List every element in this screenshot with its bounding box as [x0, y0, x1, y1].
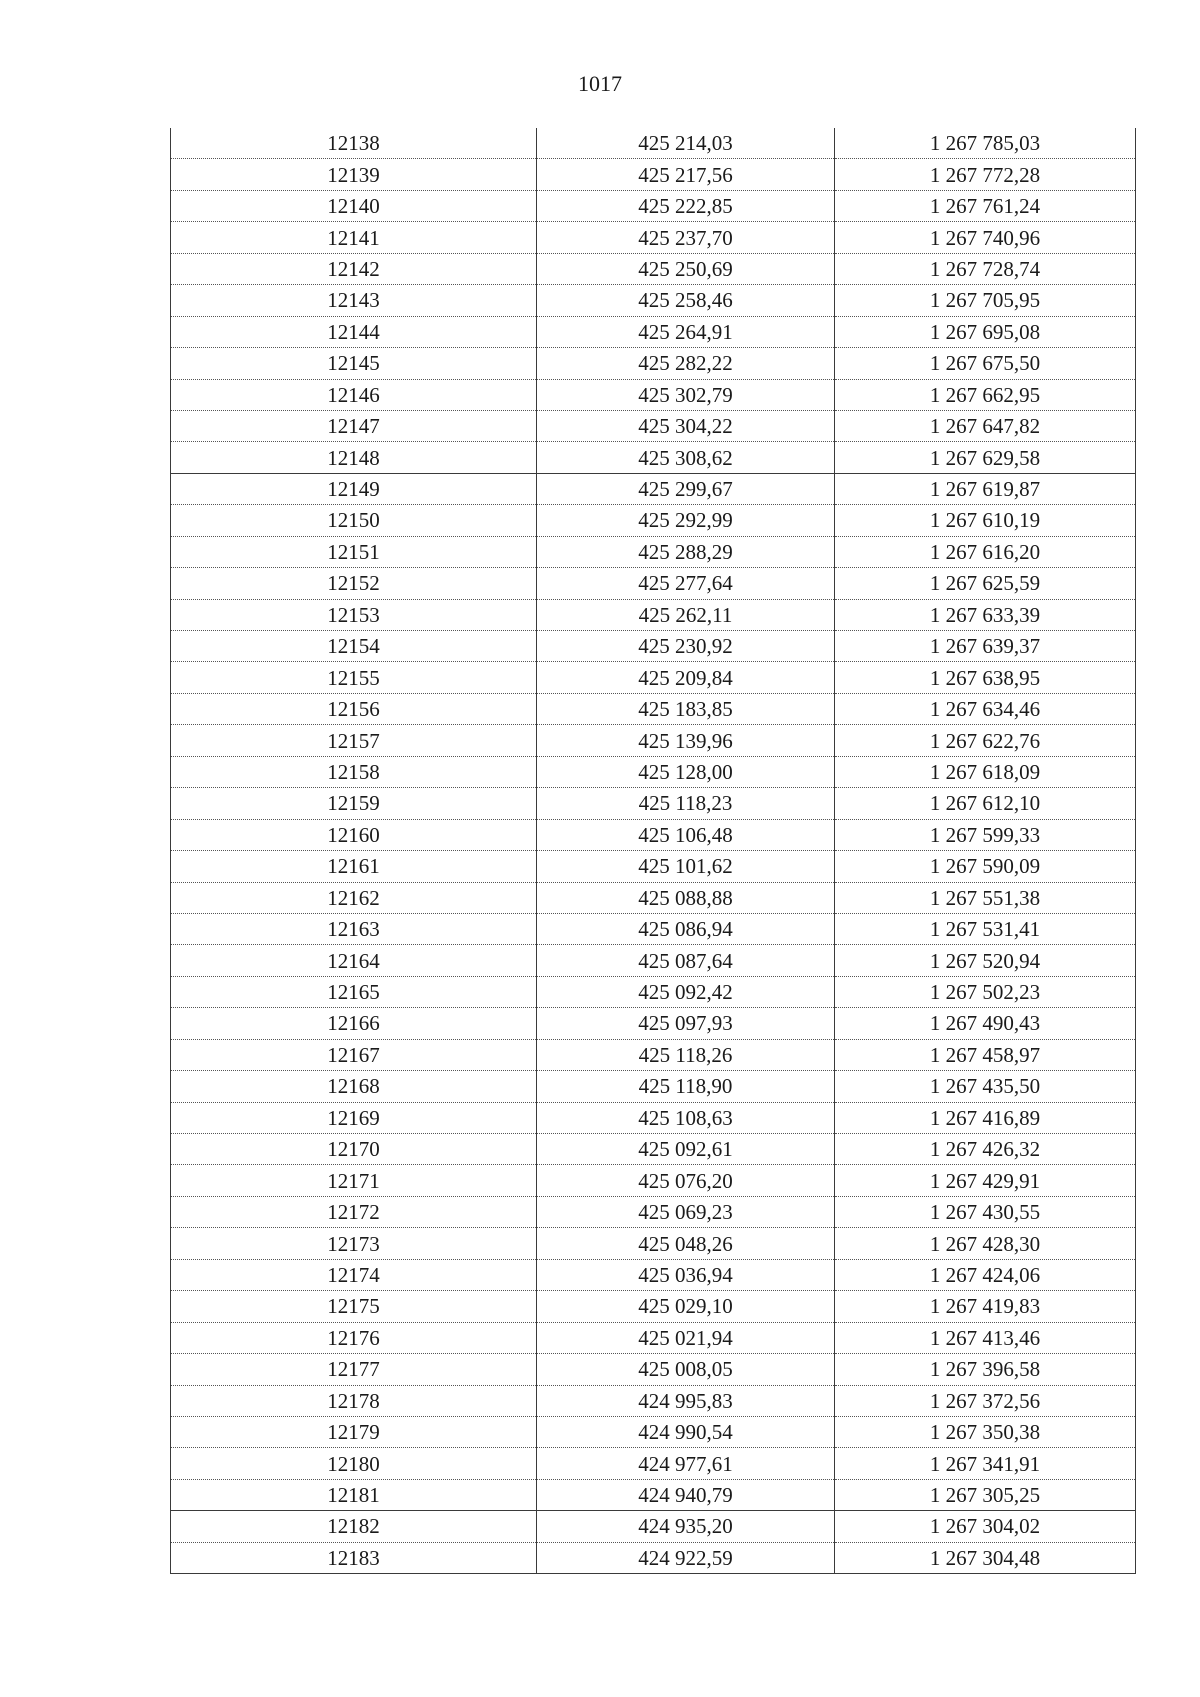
point-number-cell: 12159 [171, 788, 537, 819]
point-number-cell: 12170 [171, 1134, 537, 1165]
point-number-cell: 12163 [171, 913, 537, 944]
x-coordinate-cell: 425 214,03 [537, 128, 835, 159]
x-coordinate-cell: 425 118,26 [537, 1039, 835, 1070]
table-row [171, 976, 1136, 1007]
point-number-cell: 12141 [171, 222, 537, 253]
table-row [171, 662, 1136, 693]
y-coordinate-cell: 1 267 341,91 [835, 1448, 1136, 1479]
x-coordinate-cell: 425 183,85 [537, 693, 835, 724]
x-coordinate-cell: 425 139,96 [537, 725, 835, 756]
page-number: 1017 [578, 71, 622, 96]
point-number-cell: 12183 [171, 1542, 537, 1573]
x-coordinate-cell: 424 935,20 [537, 1511, 835, 1542]
table-row [171, 1448, 1136, 1479]
point-number-cell: 12139 [171, 159, 537, 190]
y-coordinate-cell: 1 267 396,58 [835, 1354, 1136, 1385]
table-row [171, 1542, 1136, 1573]
x-coordinate-cell: 424 940,79 [537, 1479, 835, 1510]
x-coordinate-cell: 425 086,94 [537, 913, 835, 944]
coordinates-table [170, 128, 1136, 1574]
point-number-cell: 12154 [171, 631, 537, 662]
x-coordinate-cell: 425 230,92 [537, 631, 835, 662]
point-number-cell: 12167 [171, 1039, 537, 1070]
table-row [171, 348, 1136, 379]
table-row [171, 379, 1136, 410]
x-coordinate-cell: 425 302,79 [537, 379, 835, 410]
x-coordinate-cell: 425 288,29 [537, 536, 835, 567]
point-number-cell: 12177 [171, 1354, 537, 1385]
x-coordinate-cell: 425 237,70 [537, 222, 835, 253]
table-row [171, 1511, 1136, 1542]
table-row [171, 1134, 1136, 1165]
x-coordinate-cell: 424 995,83 [537, 1385, 835, 1416]
y-coordinate-cell: 1 267 419,83 [835, 1291, 1136, 1322]
point-number-cell: 12181 [171, 1479, 537, 1510]
point-number-cell: 12176 [171, 1322, 537, 1353]
x-coordinate-cell: 425 222,85 [537, 190, 835, 221]
y-coordinate-cell: 1 267 675,50 [835, 348, 1136, 379]
x-coordinate-cell: 425 282,22 [537, 348, 835, 379]
x-coordinate-cell: 425 029,10 [537, 1291, 835, 1322]
point-number-cell: 12169 [171, 1102, 537, 1133]
table-row [171, 1416, 1136, 1447]
point-number-cell: 12179 [171, 1416, 537, 1447]
y-coordinate-cell: 1 267 695,08 [835, 316, 1136, 347]
point-number-cell: 12147 [171, 410, 537, 441]
y-coordinate-cell: 1 267 638,95 [835, 662, 1136, 693]
point-number-cell: 12143 [171, 285, 537, 316]
y-coordinate-cell: 1 267 761,24 [835, 190, 1136, 221]
x-coordinate-cell: 424 977,61 [537, 1448, 835, 1479]
y-coordinate-cell: 1 267 424,06 [835, 1259, 1136, 1290]
x-coordinate-cell: 425 088,88 [537, 882, 835, 913]
y-coordinate-cell: 1 267 490,43 [835, 1008, 1136, 1039]
y-coordinate-cell: 1 267 304,02 [835, 1511, 1136, 1542]
table-row [171, 913, 1136, 944]
x-coordinate-cell: 425 304,22 [537, 410, 835, 441]
x-coordinate-cell: 425 106,48 [537, 819, 835, 850]
y-coordinate-cell: 1 267 647,82 [835, 410, 1136, 441]
table-row [171, 599, 1136, 630]
table-row [171, 285, 1136, 316]
point-number-cell: 12160 [171, 819, 537, 850]
point-number-cell: 12166 [171, 1008, 537, 1039]
table-row [171, 851, 1136, 882]
table-row [171, 253, 1136, 284]
y-coordinate-cell: 1 267 618,09 [835, 756, 1136, 787]
y-coordinate-cell: 1 267 662,95 [835, 379, 1136, 410]
table-row [171, 1259, 1136, 1290]
x-coordinate-cell: 425 299,67 [537, 473, 835, 504]
y-coordinate-cell: 1 267 629,58 [835, 442, 1136, 473]
x-coordinate-cell: 425 048,26 [537, 1228, 835, 1259]
point-number-cell: 12168 [171, 1071, 537, 1102]
point-number-cell: 12156 [171, 693, 537, 724]
table-row [171, 882, 1136, 913]
y-coordinate-cell: 1 267 634,46 [835, 693, 1136, 724]
y-coordinate-cell: 1 267 772,28 [835, 159, 1136, 190]
point-number-cell: 12153 [171, 599, 537, 630]
x-coordinate-cell: 425 021,94 [537, 1322, 835, 1353]
x-coordinate-cell: 425 008,05 [537, 1354, 835, 1385]
point-number-cell: 12173 [171, 1228, 537, 1259]
y-coordinate-cell: 1 267 728,74 [835, 253, 1136, 284]
point-number-cell: 12174 [171, 1259, 537, 1290]
coordinates-table-container [170, 128, 1135, 1574]
y-coordinate-cell: 1 267 610,19 [835, 505, 1136, 536]
table-row [171, 568, 1136, 599]
x-coordinate-cell: 425 250,69 [537, 253, 835, 284]
table-row [171, 788, 1136, 819]
y-coordinate-cell: 1 267 502,23 [835, 976, 1136, 1007]
x-coordinate-cell: 425 264,91 [537, 316, 835, 347]
point-number-cell: 12151 [171, 536, 537, 567]
table-row [171, 945, 1136, 976]
point-number-cell: 12144 [171, 316, 537, 347]
y-coordinate-cell: 1 267 705,95 [835, 285, 1136, 316]
point-number-cell: 12150 [171, 505, 537, 536]
x-coordinate-cell: 425 087,64 [537, 945, 835, 976]
point-number-cell: 12148 [171, 442, 537, 473]
point-number-cell: 12155 [171, 662, 537, 693]
point-number-cell: 12146 [171, 379, 537, 410]
x-coordinate-cell: 425 277,64 [537, 568, 835, 599]
point-number-cell: 12178 [171, 1385, 537, 1416]
y-coordinate-cell: 1 267 785,03 [835, 128, 1136, 159]
table-row [171, 1385, 1136, 1416]
x-coordinate-cell: 425 118,90 [537, 1071, 835, 1102]
table-row [171, 1479, 1136, 1510]
x-coordinate-cell: 425 262,11 [537, 599, 835, 630]
point-number-cell: 12145 [171, 348, 537, 379]
x-coordinate-cell: 425 209,84 [537, 662, 835, 693]
table-row [171, 1102, 1136, 1133]
x-coordinate-cell: 425 101,62 [537, 851, 835, 882]
y-coordinate-cell: 1 267 612,10 [835, 788, 1136, 819]
y-coordinate-cell: 1 267 350,38 [835, 1416, 1136, 1447]
table-row [171, 442, 1136, 473]
y-coordinate-cell: 1 267 520,94 [835, 945, 1136, 976]
y-coordinate-cell: 1 267 622,76 [835, 725, 1136, 756]
point-number-cell: 12182 [171, 1511, 537, 1542]
y-coordinate-cell: 1 267 633,39 [835, 599, 1136, 630]
table-row [171, 410, 1136, 441]
point-number-cell: 12140 [171, 190, 537, 221]
point-number-cell: 12157 [171, 725, 537, 756]
y-coordinate-cell: 1 267 551,38 [835, 882, 1136, 913]
table-row [171, 159, 1136, 190]
table-row [171, 1196, 1136, 1227]
x-coordinate-cell: 425 076,20 [537, 1165, 835, 1196]
y-coordinate-cell: 1 267 740,96 [835, 222, 1136, 253]
y-coordinate-cell: 1 267 619,87 [835, 473, 1136, 504]
y-coordinate-cell: 1 267 435,50 [835, 1071, 1136, 1102]
y-coordinate-cell: 1 267 429,91 [835, 1165, 1136, 1196]
x-coordinate-cell: 425 258,46 [537, 285, 835, 316]
x-coordinate-cell: 425 292,99 [537, 505, 835, 536]
table-row [171, 1008, 1136, 1039]
point-number-cell: 12158 [171, 756, 537, 787]
x-coordinate-cell: 425 036,94 [537, 1259, 835, 1290]
table-row [171, 1354, 1136, 1385]
x-coordinate-cell: 425 097,93 [537, 1008, 835, 1039]
table-row [171, 1039, 1136, 1070]
y-coordinate-cell: 1 267 372,56 [835, 1385, 1136, 1416]
point-number-cell: 12138 [171, 128, 537, 159]
point-number-cell: 12165 [171, 976, 537, 1007]
y-coordinate-cell: 1 267 413,46 [835, 1322, 1136, 1353]
y-coordinate-cell: 1 267 430,55 [835, 1196, 1136, 1227]
x-coordinate-cell: 424 990,54 [537, 1416, 835, 1447]
table-row [171, 505, 1136, 536]
table-row [171, 756, 1136, 787]
table-row [171, 128, 1136, 159]
point-number-cell: 12152 [171, 568, 537, 599]
y-coordinate-cell: 1 267 304,48 [835, 1542, 1136, 1573]
table-row [171, 725, 1136, 756]
table-row [171, 1071, 1136, 1102]
x-coordinate-cell: 425 118,23 [537, 788, 835, 819]
x-coordinate-cell: 425 217,56 [537, 159, 835, 190]
table-row [171, 693, 1136, 724]
table-row [171, 316, 1136, 347]
y-coordinate-cell: 1 267 639,37 [835, 631, 1136, 662]
point-number-cell: 12161 [171, 851, 537, 882]
table-row [171, 819, 1136, 850]
y-coordinate-cell: 1 267 305,25 [835, 1479, 1136, 1510]
y-coordinate-cell: 1 267 531,41 [835, 913, 1136, 944]
y-coordinate-cell: 1 267 625,59 [835, 568, 1136, 599]
table-row [171, 1322, 1136, 1353]
table-row [171, 1165, 1136, 1196]
point-number-cell: 12142 [171, 253, 537, 284]
point-number-cell: 12164 [171, 945, 537, 976]
table-row [171, 473, 1136, 504]
point-number-cell: 12162 [171, 882, 537, 913]
y-coordinate-cell: 1 267 426,32 [835, 1134, 1136, 1165]
coordinates-table-body [171, 128, 1136, 1574]
table-row [171, 190, 1136, 221]
x-coordinate-cell: 425 069,23 [537, 1196, 835, 1227]
x-coordinate-cell: 424 922,59 [537, 1542, 835, 1573]
y-coordinate-cell: 1 267 458,97 [835, 1039, 1136, 1070]
point-number-cell: 12171 [171, 1165, 537, 1196]
x-coordinate-cell: 425 128,00 [537, 756, 835, 787]
table-row [171, 1291, 1136, 1322]
point-number-cell: 12180 [171, 1448, 537, 1479]
y-coordinate-cell: 1 267 616,20 [835, 536, 1136, 567]
point-number-cell: 12175 [171, 1291, 537, 1322]
x-coordinate-cell: 425 108,63 [537, 1102, 835, 1133]
y-coordinate-cell: 1 267 428,30 [835, 1228, 1136, 1259]
table-row [171, 631, 1136, 662]
x-coordinate-cell: 425 092,42 [537, 976, 835, 1007]
point-number-cell: 12172 [171, 1196, 537, 1227]
y-coordinate-cell: 1 267 599,33 [835, 819, 1136, 850]
table-row [171, 1228, 1136, 1259]
x-coordinate-cell: 425 092,61 [537, 1134, 835, 1165]
table-row [171, 222, 1136, 253]
point-number-cell: 12149 [171, 473, 537, 504]
y-coordinate-cell: 1 267 416,89 [835, 1102, 1136, 1133]
x-coordinate-cell: 425 308,62 [537, 442, 835, 473]
y-coordinate-cell: 1 267 590,09 [835, 851, 1136, 882]
table-row [171, 536, 1136, 567]
